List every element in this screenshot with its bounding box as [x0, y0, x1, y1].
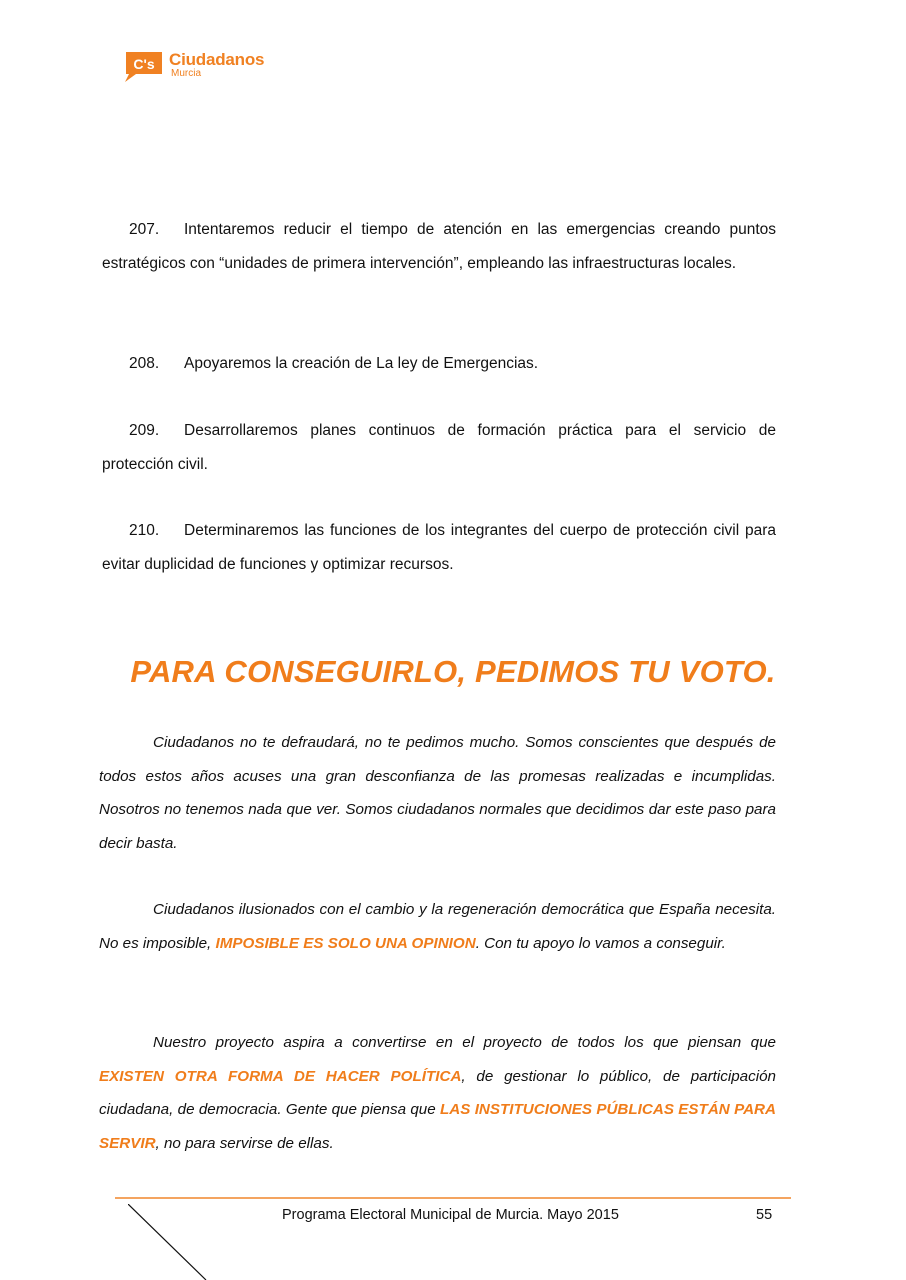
- highlight-text: IMPOSIBLE ES SOLO UNA OPINION: [215, 934, 476, 952]
- paragraph-text: Ciudadanos ilusionados con el cambio y la regeneración democrática que España necesita. No es imposible,: [99, 901, 776, 952]
- paragraph-text: , de gestionar lo público, de participación ciudadana, de democracia. Gente que piensa que: [99, 1067, 776, 1118]
- paragraph-text: Ciudadanos no te defraudará, no te pedimos mucho. Somos conscientes que después de todos estos años acuses una gran desconfianza de las promesas realizadas e incumplidas. Nosotros no tenemos nada que ver. Somos ciudadanos normales que decidimos dar este paso para decir basta.: [99, 734, 776, 852]
- list-item: [102, 414, 776, 481]
- item-number: 208.: [129, 355, 160, 372]
- logo-subtitle: Murcia: [171, 68, 202, 79]
- highlight-text: LAS INSTITUCIONES PÚBLICAS ESTÁN PARA SERVIR: [99, 1101, 776, 1152]
- paragraph-text: Nuestro proyecto aspira a convertirse en el proyecto de todos los que piensan que: [153, 1034, 776, 1051]
- item-text: Intentaremos reducir el tiempo de atención en las emergencias creando puntos estratégicos con “unidades de primera intervención”, empleando las infraestructuras locales.: [102, 221, 776, 272]
- decorative-diagonal-line: [128, 1204, 208, 1280]
- paragraph: [99, 1026, 776, 1160]
- section-heading: PARA CONSEGUIRLO, PEDIMOS TU VOTO.: [130, 654, 776, 689]
- list-item: [102, 514, 776, 581]
- item-text: Apoyaremos la creación de La ley de Emergencias.: [184, 355, 539, 372]
- item-number: 207.: [129, 221, 160, 238]
- item-number: 209.: [129, 422, 160, 439]
- paragraph-text: . Con tu apoyo lo vamos a conseguir.: [475, 934, 726, 952]
- speech-bubble-logo-icon: [122, 48, 166, 84]
- page-number: 55: [756, 1207, 773, 1223]
- item-text: Desarrollaremos planes continuos de formación práctica para el servicio de protección civil.: [102, 422, 776, 473]
- list-item: [102, 347, 776, 381]
- footer-rule: [115, 1197, 791, 1199]
- paragraph: [99, 893, 776, 960]
- paragraph: [99, 726, 776, 860]
- ciudadanos-logo: [122, 48, 282, 88]
- logo-brand: Ciudadanos: [169, 50, 265, 69]
- item-text: Determinaremos las funciones de los integrantes del cuerpo de protección civil para evitar duplicidad de funciones y optimizar recursos.: [102, 522, 776, 573]
- logo-mark-text: C's: [133, 56, 155, 72]
- highlight-text: EXISTEN OTRA FORMA DE HACER POLÍTICA: [99, 1067, 462, 1085]
- paragraph-text: , no para servirse de ellas.: [155, 1134, 334, 1152]
- item-number: 210.: [129, 522, 160, 539]
- list-item: [102, 213, 776, 280]
- footer-title: Programa Electoral Municipal de Murcia. Mayo 2015: [282, 1207, 619, 1223]
